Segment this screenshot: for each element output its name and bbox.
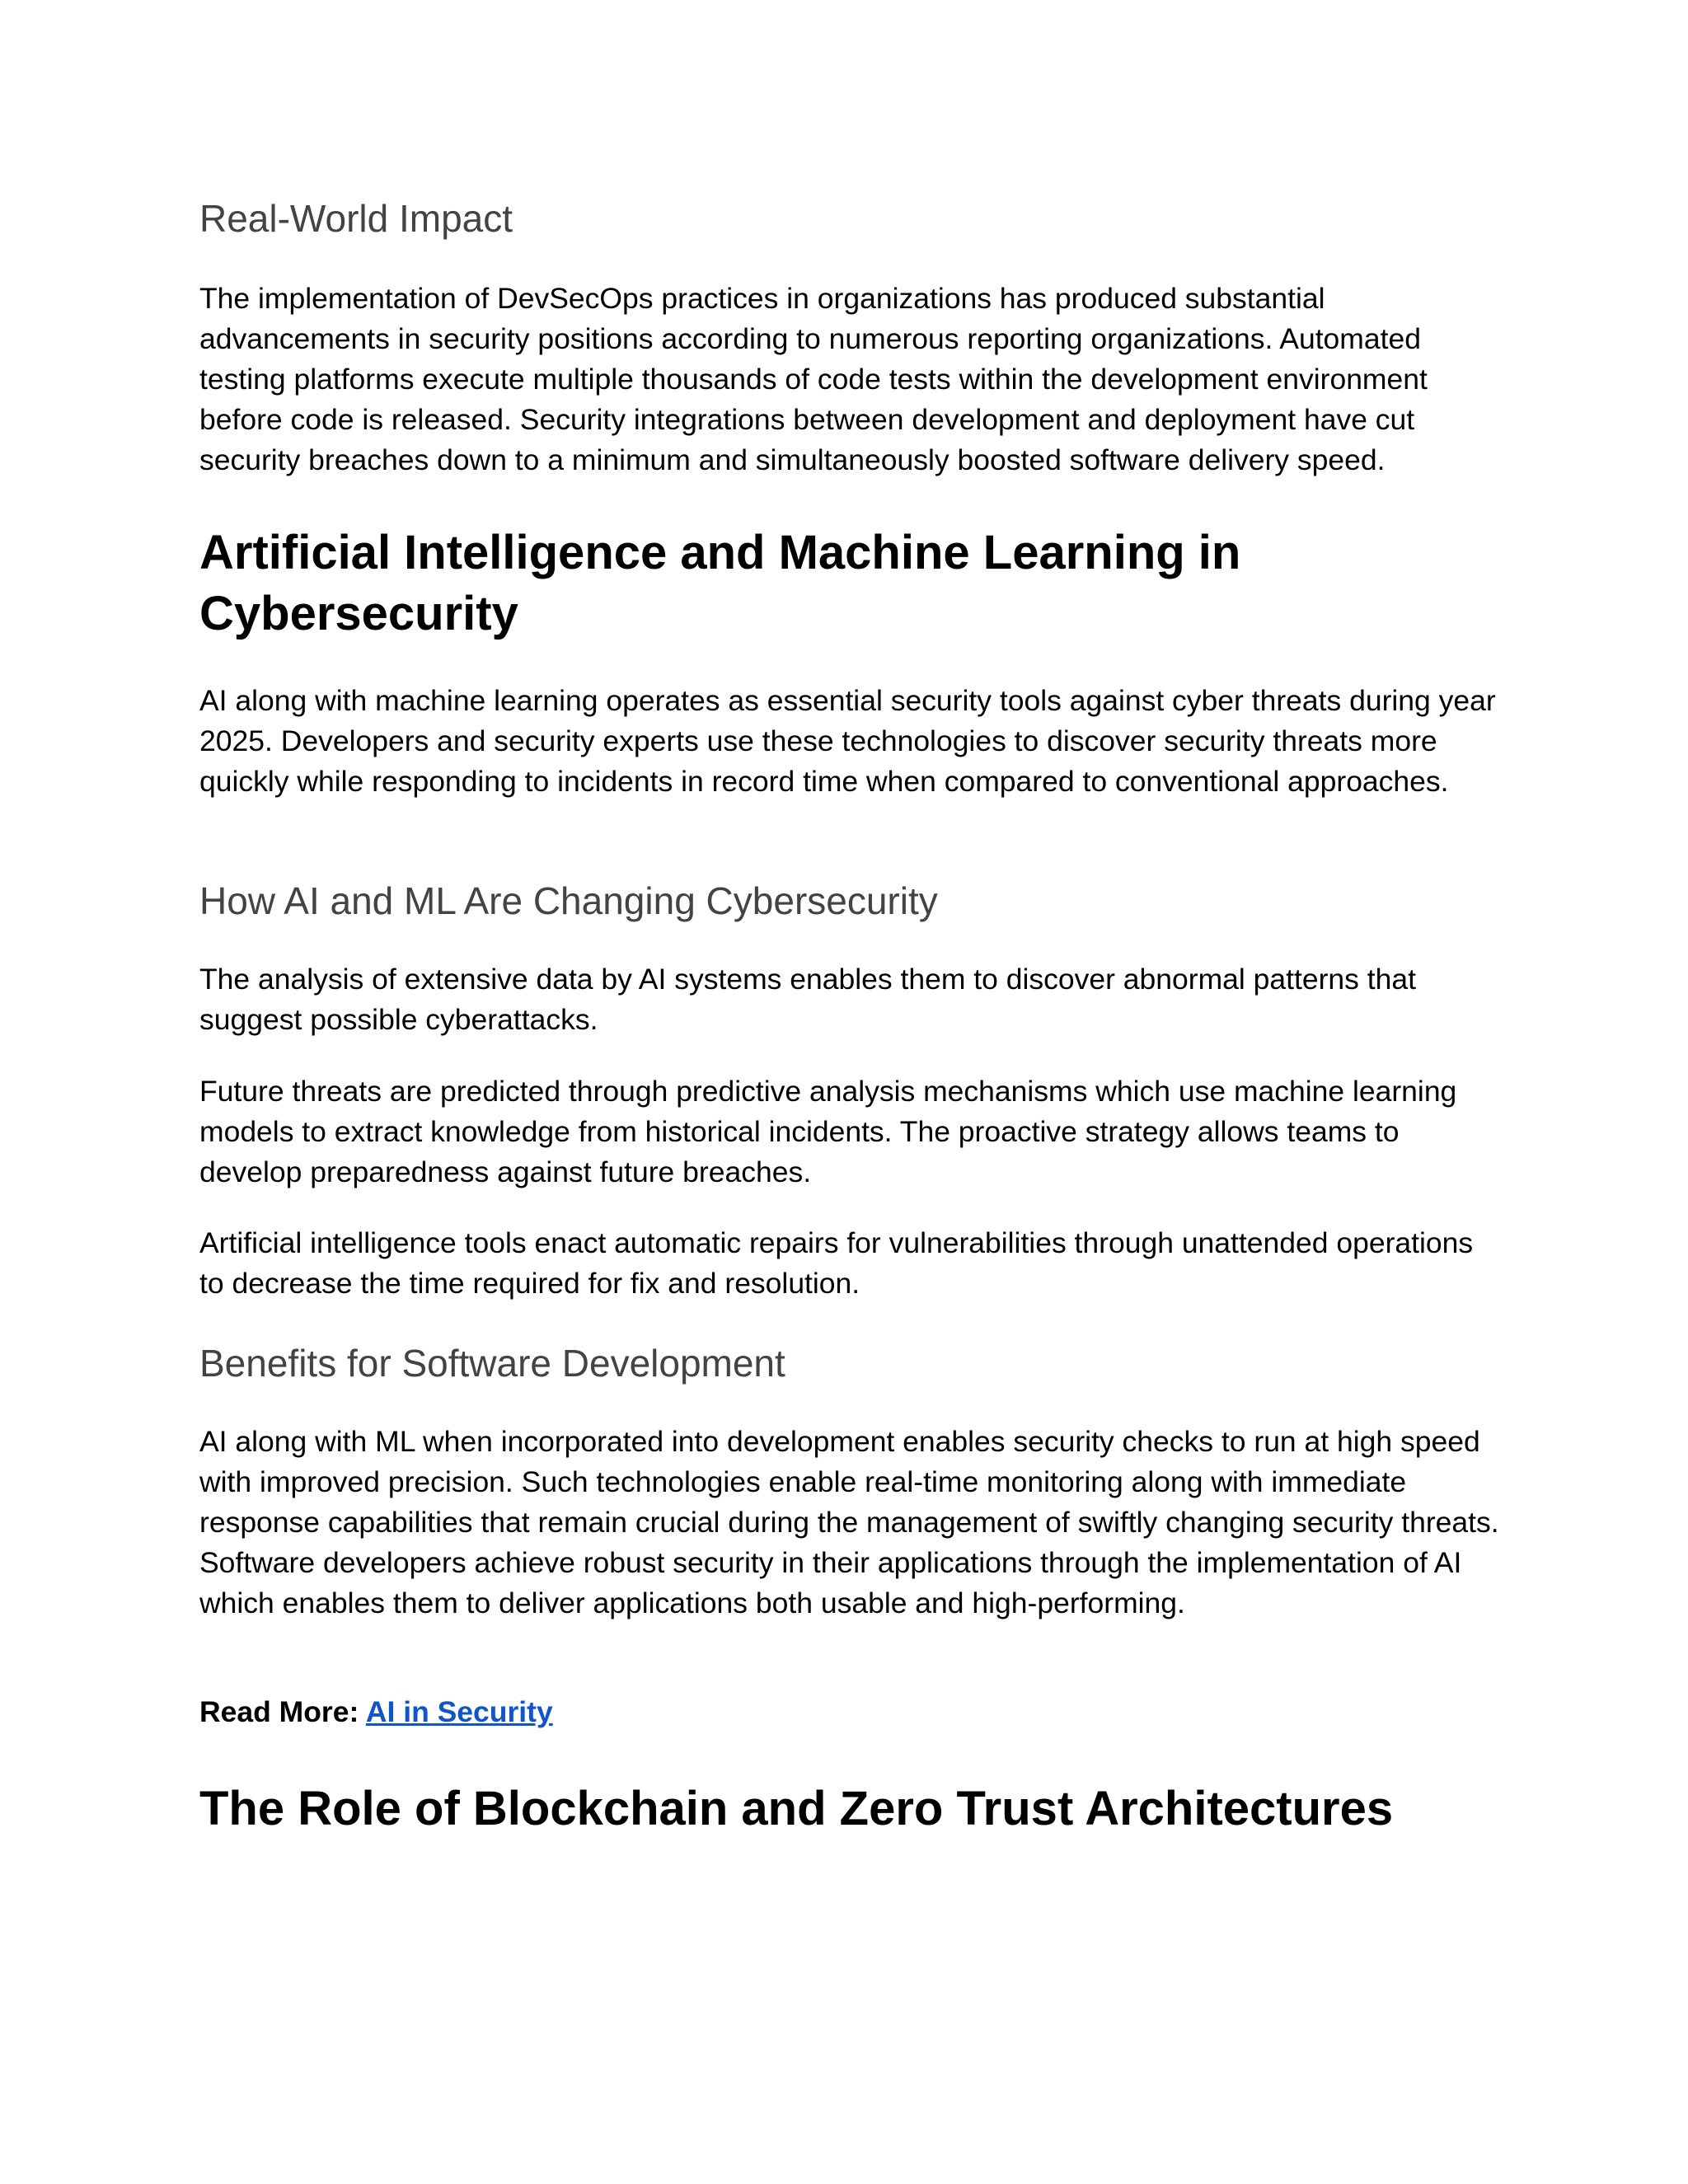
- paragraph-benefits: AI along with ML when incorporated into development enables security checks to run at high speed with improved precision. Such technologies enable real-time monitoring along with immediate response capabilities that remain crucial during the management of swiftly changing security threats. Software developers achieve robust security in their applications through the implementation of AI which enables them to deliver applications both usable and high-performing.: [199, 1425, 1499, 1619]
- heading-benefits-software-development: Benefits for Software Development: [199, 1342, 785, 1385]
- heading-ai-ml-cybersecurity: Artificial Intelligence and Machine Learning in Cybersecurity: [199, 526, 1241, 640]
- heading-how-ai-ml-changing: How AI and ML Are Changing Cybersecurity: [199, 879, 938, 922]
- read-more-label: Read More:: [199, 1695, 366, 1728]
- paragraph-anomaly-detection: The analysis of extensive data by AI systems enables them to discover abnormal patterns that suggest possible cyberattacks.: [199, 963, 1416, 1036]
- ai-in-security-link[interactable]: AI in Security: [365, 1695, 553, 1728]
- read-more: [199, 1692, 1502, 1732]
- paragraph-automatic-repairs: Artificial intelligence tools enact automatic repairs for vulnerabilities through unattended operations to decrease the time required for fix and resolution.: [199, 1226, 1474, 1300]
- paragraph-real-world-impact: The implementation of DevSecOps practices in organizations has produced substantial advancements in security positions according to numerous reporting organizations. Automated testing platforms execute multiple thousands of code tests within the development environment before code is released. Security integrations between development and deployment have cut security breaches down to a minimum and simultaneously boosted software delivery speed.: [199, 282, 1428, 476]
- paragraph-ai-ml-intro: AI along with machine learning operates as essential security tools against cyber threats during year 2025. Developers and security experts use these technologies to discover security threats more quickly while responding to incidents in record time when compared to conventional approaches.: [199, 684, 1496, 798]
- heading-blockchain-zero-trust: The Role of Blockchain and Zero Trust Architectures: [199, 1782, 1394, 1835]
- paragraph-predictive-analysis: Future threats are predicted through predictive analysis mechanisms which use machine learning models to extract knowledge from historical incidents. The proactive strategy allows teams to develop preparedness against future breaches.: [199, 1075, 1457, 1188]
- heading-real-world-impact: Real-World Impact: [199, 197, 513, 240]
